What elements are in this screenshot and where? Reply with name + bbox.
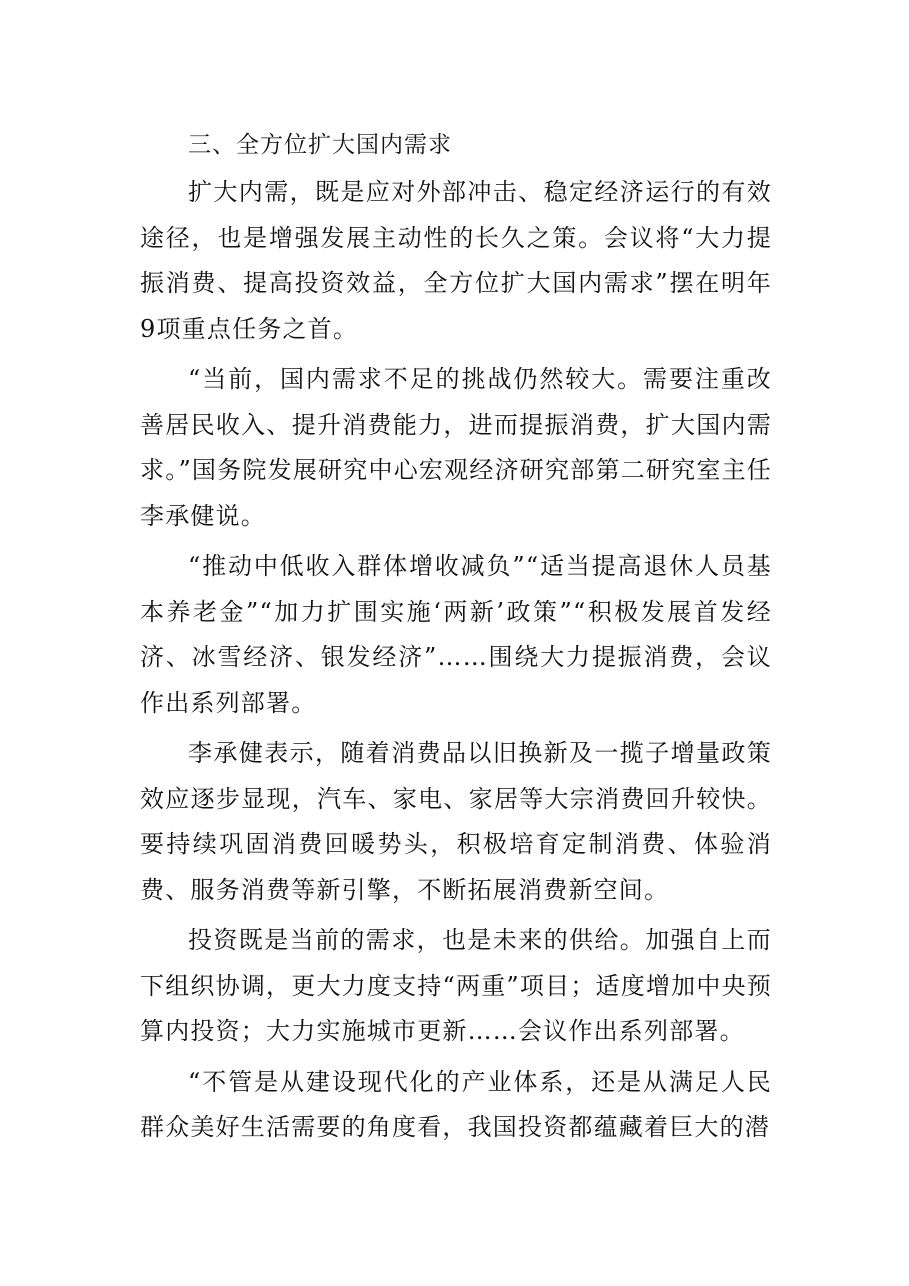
paragraph-5: 投资既是当前的需求，也是未来的供给。加强自上而下组织协调，更大力度支持“两重”项目；适度增加中央预算内投资；大力实施城市更新……会议作出系列部署。 xyxy=(140,926,772,1045)
paragraph-4: 李承健表示，随着消费品以旧换新及一揽子增量政策效应逐步显现，汽车、家电、家居等大宗消费回升较快。要持续巩固消费回暖势头，积极培育定制消费、体验消费、服务消费等新引擎，不断拓展消费新空间。 xyxy=(140,739,772,904)
paragraph-6: “不管是从建设现代化的产业体系，还是从满足人民群众美好生活需要的角度看，我国投资都蕴藏着巨大的潜 xyxy=(140,1067,772,1141)
document-body xyxy=(140,126,772,1156)
paragraph-3: “推动中低收入群体增收减负”“适当提高退休人员基本养老金”“加力扩围实施‘两新’政策”“积极发展首发经济、冰雪经济、银发经济”……围绕大力提振消费，会议作出系列部署。 xyxy=(140,552,772,717)
paragraph-2: “当前，国内需求不足的挑战仍然较大。需要注重改善居民收入、提升消费能力，进而提振消费，扩大国内需求。”国务院发展研究中心宏观经济研究部第二研究室主任李承健说。 xyxy=(140,365,772,530)
section-heading: 三、全方位扩大国内需求 xyxy=(188,132,452,158)
paragraph-1: 扩大内需，既是应对外部冲击、稳定经济运行的有效途径，也是增强发展主动性的长久之策。会议将“大力提振消费、提高投资效益，全方位扩大国内需求”摆在明年9项重点任务之首。 xyxy=(140,178,772,343)
